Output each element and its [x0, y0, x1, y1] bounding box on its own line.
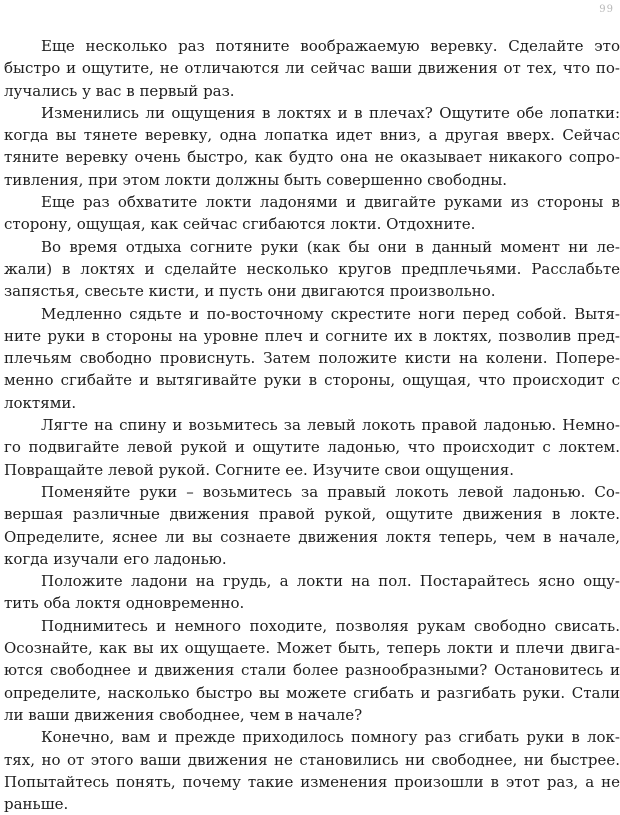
text-line: определите, насколько быстро вы можете сгибать и разгибать руки. Стали — [4, 683, 620, 702]
body-text — [4, 35, 620, 815]
text-line: ли ваши движения свободнее, чем в начале? — [4, 705, 363, 724]
text-line: плечьям свободно провиснуть. Затем положите кисти на колени. Попере- — [4, 349, 620, 368]
text-line: Медленно сядьте и по-восточному скрестите ноги перед собой. Вытя- — [41, 304, 620, 323]
text-line: когда вы тянете веревку, одна лопатка идет вниз, а другая вверх. Сейчас — [4, 126, 620, 145]
text-line: Еще несколько раз потяните воображаемую веревку. Сделайте это — [41, 37, 620, 55]
paragraph — [4, 236, 620, 303]
paragraph — [4, 615, 620, 726]
text-line: Поднимитесь и немного походите, позволяя рукам свободно свисать. — [41, 616, 620, 635]
text-line: ните руки в стороны на уровне плеч и согните их в локтях, позволив пред- — [4, 326, 620, 345]
text-line: ются свободнее и движения стали более разнообразными? Остановитесь и — [4, 661, 620, 680]
paragraph — [4, 35, 620, 102]
text-line: когда изучали его ладонью. — [4, 549, 227, 568]
text-line: локтями. — [4, 393, 77, 412]
paragraph — [4, 102, 620, 191]
text-line: Еще раз обхватите локти ладонями и двигайте руками из стороны в — [41, 193, 620, 212]
text-line: Лягте на спину и возьмитесь за левый локоть правой ладонью. Немно- — [41, 416, 620, 435]
text-line: Определите, яснее ли вы сознаете движения локтя теперь, чем в начале, — [4, 527, 620, 546]
text-line: Повращайте левой рукой. Согните ее. Изучите свои ощущения. — [4, 460, 514, 479]
paragraph — [4, 726, 620, 815]
text-line: лучались у вас в первый раз. — [4, 81, 235, 100]
text-line: тях, но от этого ваши движения не становились ни свободнее, ни быстрее. — [4, 750, 620, 769]
text-line: Осознайте, как вы их ощущаете. Может быть, теперь локти и плечи двига- — [4, 639, 620, 658]
paragraph — [4, 481, 620, 570]
text-line: го подвигайте левой рукой и ощутите ладонью, что происходит с локтем. — [4, 438, 620, 457]
text-line: Поменяйте руки – возьмитесь за правый локоть левой ладонью. Со- — [41, 482, 620, 501]
text-line: быстро и ощутите, не отличаются ли сейчас ваши движения от тех, что по- — [4, 59, 620, 78]
paragraph — [4, 191, 620, 236]
text-line: Попытайтесь понять, почему такие изменения произошли в этот раз, а не — [4, 772, 620, 791]
text-line: менно сгибайте и вытягивайте руки в стороны, ощущая, что происходит с — [4, 371, 620, 390]
text-line: Положите ладони на грудь, а локти на пол. Постарайтесь ясно ощу- — [41, 572, 620, 591]
text-line: запястья, свесьте кисти, и пусть они двигаются произвольно. — [4, 282, 496, 301]
text-line: тяните веревку очень быстро, как будто она не оказывает никакого сопро- — [4, 148, 620, 167]
paragraph — [4, 570, 620, 615]
page-number: 99 — [599, 4, 614, 15]
text-line: вершая различные движения правой рукой, ощутите движения в локте. — [4, 505, 620, 524]
text-line: Конечно, вам и прежде приходилось помногу раз сгибать руки в лок- — [41, 728, 620, 747]
text-line: сторону, ощущая, как сейчас сгибаются локти. Отдохните. — [4, 215, 476, 234]
paragraph — [4, 303, 620, 414]
text-line: тить оба локтя одновременно. — [4, 594, 245, 613]
paragraph — [4, 414, 620, 481]
text-line: тивления, при этом локти должны быть совершенно свободны. — [4, 170, 508, 189]
text-line: Изменились ли ощущения в локтях и в плечах? Ощутите обе лопатки: — [41, 103, 620, 122]
text-line: раньше. — [4, 795, 69, 814]
text-line: жали) в локтях и сделайте несколько кругов предплечьями. Расслабьте — [4, 259, 620, 278]
text-line: Во время отдыха согните руки (как бы они в данный момент ни ле- — [41, 237, 620, 256]
